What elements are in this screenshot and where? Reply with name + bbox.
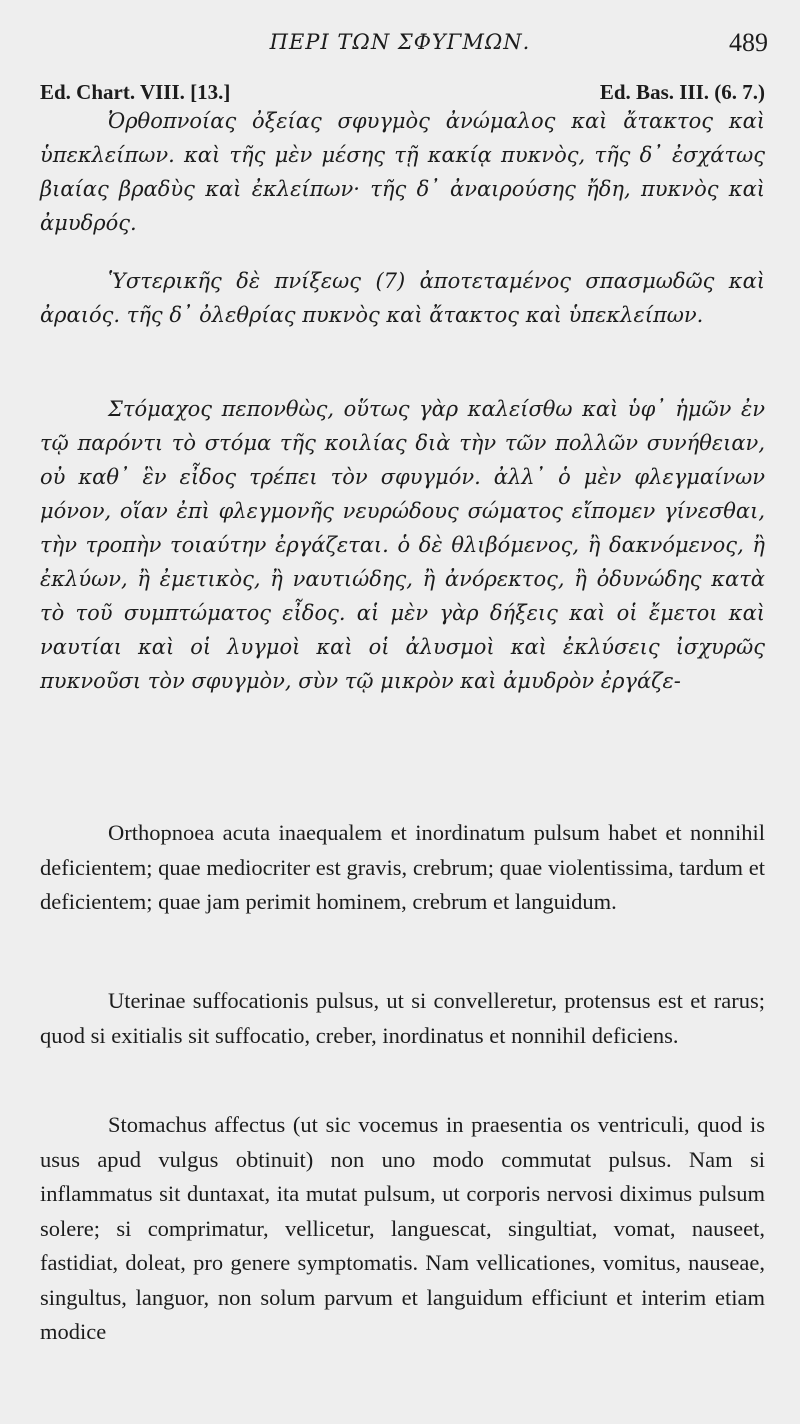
latin-text-block-2 [40, 984, 765, 1053]
greek-text-block-2 [40, 264, 765, 332]
running-title: ΠΕΡΙ ΤΩΝ ΣΦΥΓΜΩΝ. [269, 30, 531, 54]
edition-left: Ed. Chart. VIII. [13.] [40, 80, 231, 104]
greek-paragraph-1: Ὀρθοπνοίας ὀξείας σφυγμὸς ἀνώμαλος καὶ ἄτακτος καὶ ὑπεκλείπων. καὶ τῆς μὲν μέσης τῇ κακίᾳ πυκνὸς, τῆς δ᾽ ἐσχάτως βιαίας βραδὺς καὶ ἐκλείπων· τῆς δ᾽ ἀναιρούσης ἤδη, πυκνὸς καὶ ἀμυδρός. [40, 109, 765, 235]
latin-paragraph-3: Stomachus affectus (ut sic vocemus in praesentia os ventriculi, quod is usus apud vulgus obtinuit) non uno modo commutat pulsus. Nam si inflammatus sit duntaxat, ita mutat pulsum, ut corporis nervosi diximus pulsum solere; si comprimatur, vellicetur, languescat, singultiat, vomat, nauseet, fastidiat, doleat, pro genere symptomatis. Nam vellicationes, vomitus, nauseae, singultus, languor, non solum parvum et languidum efficiunt et interim etiam modice [40, 1112, 765, 1344]
greek-text-block-1 [40, 104, 765, 240]
edition-right: Ed. Bas. III. (6. 7.) [599, 80, 765, 104]
greek-paragraph-3: Στόμαχος πεπονθὼς, οὕτως γὰρ καλείσθω καὶ ὑφ᾽ ἡμῶν ἐν τῷ παρόντι τὸ στόμα τῆς κοιλίας διὰ τὴν τῶν πολλῶν συνήθειαν, οὐ καθ᾽ ἓν εἶδος τρέπει τὸν σφυγμόν. ἀλλ᾽ ὁ μὲν φλεγμαίνων μόνον, οἵαν ἐπὶ φλεγμονῆς νευρώδους σώματος εἴπομεν γίνεσθαι, τὴν τροπὴν τοιαύτην ἐργάζεται. ὁ δὲ θλιβόμενος, ἢ δακνόμενος, ἢ ἐκλύων, ἢ ἐμετικὸς, ἢ ναυτιώδης, ἢ ἀνόρεκτος, ἢ ὀδυνώδης κατὰ τὸ τοῦ συμπτώματος εἶδος. αἱ μὲν γὰρ δήξεις καὶ οἱ ἔμετοι καὶ ναυτίαι καὶ οἱ λυγμοὶ καὶ οἱ ἀλυσμοὶ καὶ ἐκλύσεις ἰσχυρῶς πυκνοῦσι τὸν σφυγμὸν, σὺν τῷ μικρὸν καὶ ἀμυδρὸν ἐργάζε- [40, 397, 765, 693]
latin-text-block-1 [40, 816, 765, 920]
latin-text-block-3 [40, 1108, 765, 1350]
greek-paragraph-2: Ὑστερικῆς δὲ πνίξεως (7) ἀποτεταμένος σπασμωδῶς καὶ ἀραιός. τῆς δ᾽ ὀλεθρίας πυκνὸς καὶ ἄτακτος καὶ ὑπεκλείπων. [40, 269, 765, 327]
greek-text-block-3 [40, 392, 765, 698]
edition-references [40, 80, 765, 105]
latin-paragraph-1: Orthopnoea acuta inaequalem et inordinatum pulsum habet et nonnihil deficientem; quae mediocriter est gravis, crebrum; quae violentissima, tardum et deficientem; quae jam perimit hominem, crebrum et languidum. [40, 820, 765, 914]
page-number: 489 [729, 28, 768, 57]
latin-paragraph-2: Uterinae suffocationis pulsus, ut si convelleretur, protensus est et rarus; quod si exitialis sit suffocatio, creber, inordinatus et nonnihil deficiens. [40, 988, 765, 1048]
